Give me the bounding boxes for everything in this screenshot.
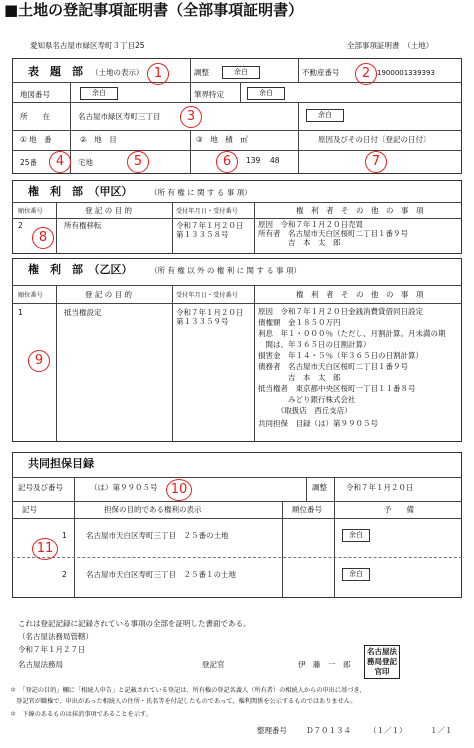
otsu-col-no: 順位番号 [18,292,43,299]
shozai-note: 余白 [306,109,344,122]
otsu-col-date: 受付年月日・受付番号 [176,292,238,299]
otsu-other-3: 利息 年１・０００％（ただし、月割計算。月未満の期 [258,329,446,338]
col-gen: 原因及びその日付〔登記の日付〕 [318,135,431,144]
kou-date2: 第１３３５８号 [176,230,229,239]
kou-heading-sub: （所 有 権 に 関 す る 事 項） [150,188,252,197]
otsu-other-1: 原因 令和７年１月２０日金銭消費貸借同日設定 [258,307,423,316]
otsu-other-2: 債権額 金１８５０万円 [258,318,341,327]
note-3: ＊ 下線のあるものは抹消事項であることを示す。 [10,711,152,718]
page-title: ■土地の登記事項証明書（全部事項証明書） [4,1,304,19]
kyodo-col-no: 記号 [22,505,37,514]
marker-9: 9 [28,350,50,372]
kyodo-row-no: 1 [62,531,67,540]
marker-7: 7 [365,151,387,173]
kou-col-no: 順位番号 [18,208,43,215]
kou-no: 2 [18,221,23,230]
note-2: 登記官が職権で、申出があった相続人の住所・氏名等を付記したものであって、権利関係を公示するものではありません。 [10,698,357,705]
otsu-purpose: 抵当権設定 [64,308,102,317]
otsu-col-other: 権 利 者 そ の 他 の 事 項 [296,290,424,299]
kyodo-col-target: 担保の目的である権利の表示 [104,505,202,514]
kou-other-3: 吉 本 太 郎 [258,238,341,247]
kou-heading: 権 利 部 （甲区） [28,185,133,198]
marker-3: 3 [180,106,202,128]
officer-title: 登記官 [202,660,225,669]
kou-other-1: 原因 令和７年１月２０日売買 [258,220,363,229]
official-seal: 名古屋法 務局登記 官印 [364,645,400,679]
serial-label: 整理番号 [257,726,287,735]
kyodo-heading: 共同担保目録 [28,457,94,470]
marker-10: 10 [166,479,192,501]
otsu-other-9: みどり銀行株式会社 [258,395,356,404]
otsu-date2: 第１３３５９号 [176,317,229,326]
mokuroku-label: 記号及び番号 [18,483,63,492]
kyodo-chosei-label: 調整 [312,483,327,492]
officer-name: 伊 藤 一 郎 [298,660,351,669]
chosei-label: 調整 [194,68,209,77]
hikki-label: 筆界特定 [194,90,224,99]
kyodo-row-remarks: 余白 [342,568,370,581]
cert-date: 令和７年１月２７日 [18,645,86,654]
fudosan-value: 1900001339393 [377,69,435,77]
chimoku-value: 宅地 [78,158,93,167]
marker-5: 5 [127,151,149,173]
marker-8: 8 [32,227,54,249]
otsu-other-6: 債務者 名古屋市天白区桜町二丁目１番９号 [258,362,408,371]
doc-type: 全部事項証明書 （土地） [347,41,434,50]
otsu-other-8: 抵当権者 東京都中央区桜町一丁目１１番８号 [258,384,416,393]
otsu-date1: 令和７年１月２０日 [176,308,244,317]
kou-col-date: 受付年月日・受付番号 [176,208,238,215]
chiseki-dec: 48 [270,156,280,165]
shozai-label: 所 在 [20,112,50,121]
chizu-value: 余白 [80,87,118,100]
fudosan-label: 不動産番号 [302,68,340,77]
certify-text: これは登記記録に記録されている事項の全部を証明した書面である。 [18,619,251,628]
kyodo-row-remarks: 余白 [342,529,370,542]
otsu-other-5: 損害金 年１４・５％（年３６５日の日割計算） [258,351,423,360]
mokuroku-value: （は）第９９０５号 [90,483,158,492]
otsu-heading-sub: （所 有 権 以 外 の 権 利 に 関 す る 事 項） [150,266,301,275]
kyodo-row-target: 名古屋市天白区寿町三丁目 ２５番１の土地 [86,570,236,579]
otsu-other-4: 間は、年３６５日の日割計算） [258,340,371,349]
marker-4: 4 [49,151,71,173]
kyodo-chosei-value: 令和７年１月２０日 [346,483,414,492]
chiseki-int: 139 [246,156,261,165]
col-chiseki: ③ 地 積 ㎡ [196,135,248,144]
col-chimoku: ② 地 目 [80,135,117,144]
otsu-no: 1 [18,308,23,317]
marker-2: 2 [355,63,377,85]
shozai-value: 名古屋市緑区寿町三丁目 [78,112,161,121]
marker-1: 1 [147,63,169,85]
kyodo-col-remarks: 予 備 [384,505,414,514]
marker-6: 6 [216,151,238,173]
otsu-other-7: 吉 本 太 郎 [258,373,341,382]
note-1: ＊ 「登記の目的」欄に「相続人申告」と記載されている登記は、所有権の登記名義人（所有者）の相続人からの申出に基づき、 [10,687,366,694]
serial-number: Ｄ７０１３４ [306,726,351,735]
hyodai-heading-sub: （土地の表示） [91,68,144,77]
otsu-other-10: （取扱店 西丘支店） [258,406,352,415]
kou-other-2: 所有者 名古屋市天白区桜町二丁目１番９号 [258,229,408,238]
kyodo-section [12,452,462,598]
address-line: 愛知県名古屋市緑区寿町３丁目25 [30,41,145,50]
kyodo-row-target: 名古屋市天白区寿町三丁目 ２５番の土地 [86,531,229,540]
kou-col-purpose: 登 記 の 目 的 [85,206,133,215]
col-chiban: ① 地 番 [20,135,52,144]
chosei-value: 余白 [222,66,260,79]
office-paren: （名古屋法務局管轄） [18,632,93,641]
kyodo-row-no: 2 [62,570,67,579]
kou-date1: 令和７年１月２０日 [176,221,244,230]
chizu-label: 地図番号 [20,90,50,99]
page-fraction: １／１ [430,726,453,735]
office-name: 名古屋法務局 [18,660,63,669]
otsu-heading: 権 利 部 （乙区） [28,263,133,276]
otsu-col-purpose: 登 記 の 目 的 [85,290,133,299]
kou-col-other: 権 利 者 そ の 他 の 事 項 [296,206,424,215]
kyodo-col-rank: 順位番号 [292,505,322,514]
page-fraction-paren: （１／１） [369,726,407,735]
hikki-value: 余白 [247,87,285,100]
chiban-value: 25番 [20,158,38,167]
hyodai-heading: 表 題 部 [28,65,83,78]
otsu-other-11: 共同担保 目録（は）第９９０５号 [258,419,378,428]
marker-11: 11 [32,538,58,560]
kou-purpose: 所有権移転 [64,221,102,230]
